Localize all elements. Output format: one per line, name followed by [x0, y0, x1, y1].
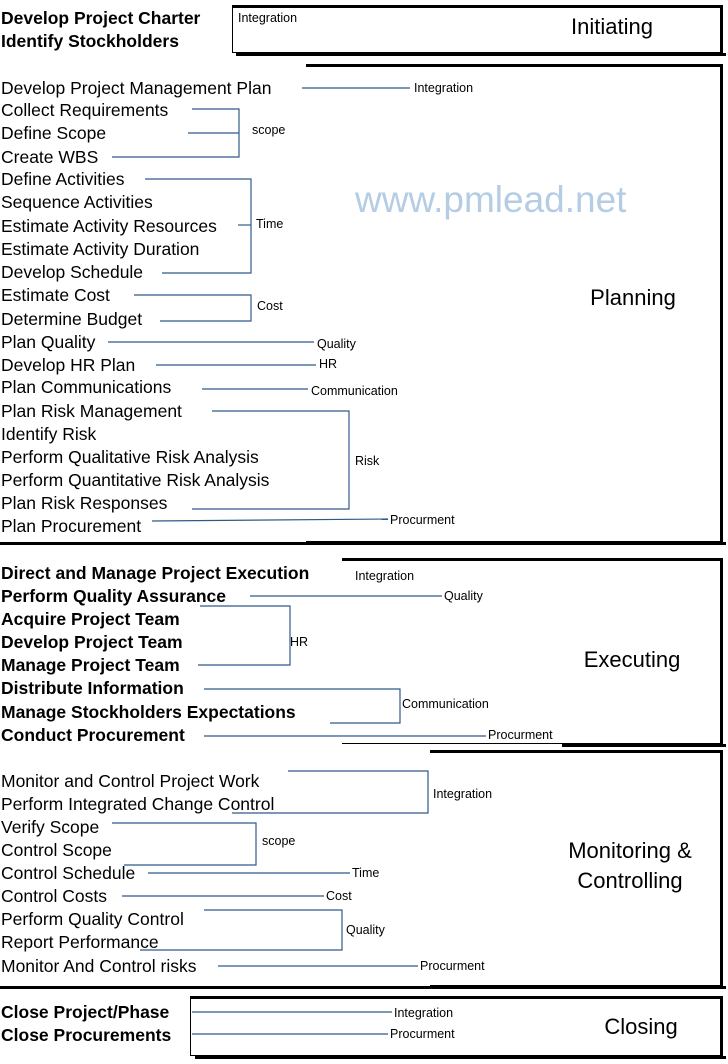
process-develop-schedule: Develop Schedule: [1, 262, 144, 282]
connector-cost-bracket: [134, 295, 251, 321]
area-hr-executing: HR: [290, 635, 309, 649]
area-integration-mc: Integration: [433, 787, 493, 801]
area-integration-closing: Integration: [394, 1006, 454, 1020]
area-procurment-mc: Procurment: [420, 959, 485, 973]
process-identify-risk: Identify Risk: [1, 424, 97, 444]
process-develop-pm-plan: Develop Project Management Plan: [1, 78, 272, 98]
process-conduct-procurement: Conduct Procurement: [1, 725, 185, 745]
area-quality-mc: Quality: [346, 923, 385, 937]
process-manage-stockholders-expectations: Manage Stockholders Expectations: [1, 702, 296, 722]
phase-initiating: Initiating: [571, 14, 653, 39]
process-perform-quality-control: Perform Quality Control: [1, 909, 184, 929]
area-hr-planning: HR: [319, 357, 338, 371]
process-estimate-cost: Estimate Cost: [1, 285, 110, 305]
connector-hr-bracket: [198, 606, 290, 665]
process-plan-risk-responses: Plan Risk Responses: [1, 493, 168, 513]
process-identify-stockholders: Identify Stockholders: [1, 31, 179, 51]
process-close-project-phase: Close Project/Phase: [1, 1002, 170, 1022]
process-determine-budget: Determine Budget: [1, 309, 143, 329]
area-integration-planning: Integration: [414, 81, 474, 95]
process-develop-hr-plan: Develop HR Plan: [1, 355, 136, 375]
area-communication-executing: Communication: [402, 697, 489, 711]
process-verify-scope: Verify Scope: [1, 817, 100, 837]
phase-executing: Executing: [583, 647, 681, 672]
area-procurment-planning: Procurment: [390, 513, 455, 527]
process-control-costs: Control Costs: [1, 886, 108, 906]
process-quantitative-risk-analysis: Perform Quantitative Risk Analysis: [1, 470, 270, 490]
process-plan-quality: Plan Quality: [1, 332, 96, 352]
connector-procurment-planning: [152, 519, 388, 521]
phase-planning: Planning: [590, 285, 676, 310]
process-define-activities: Define Activities: [1, 169, 125, 189]
process-report-performance: Report Performance: [1, 932, 159, 952]
process-develop-project-charter: Develop Project Charter: [1, 8, 201, 28]
process-plan-communications: Plan Communications: [1, 377, 172, 397]
process-qualitative-risk-analysis: Perform Qualitative Risk Analysis: [1, 447, 259, 467]
process-integrated-change-control: Perform Integrated Change Control: [1, 794, 275, 814]
process-plan-procurement: Plan Procurement: [1, 516, 142, 536]
phase-closing: Closing: [604, 1014, 678, 1039]
area-procurment-executing: Procurment: [488, 728, 553, 742]
area-quality-planning: Quality: [317, 337, 356, 351]
area-time-mc: Time: [352, 866, 380, 880]
area-risk-planning: Risk: [355, 454, 380, 468]
process-monitor-control-risks: Monitor And Control risks: [1, 956, 197, 976]
process-close-procurements: Close Procurements: [1, 1025, 172, 1045]
process-distribute-information: Distribute Information: [1, 678, 184, 698]
area-integration-executing: Integration: [355, 569, 415, 583]
process-acquire-project-team: Acquire Project Team: [1, 609, 180, 629]
area-communication-planning: Communication: [311, 384, 398, 398]
area-integration-initiating: Integration: [238, 11, 298, 25]
area-cost-planning: Cost: [257, 299, 283, 313]
process-develop-project-team: Develop Project Team: [1, 632, 183, 652]
process-monitor-control-project-work: Monitor and Control Project Work: [1, 771, 260, 791]
process-estimate-activity-resources: Estimate Activity Resources: [1, 216, 217, 236]
area-time-planning: Time: [256, 217, 284, 231]
process-direct-manage-execution: Direct and Manage Project Execution: [1, 563, 310, 583]
watermark-text: www.pmlead.net: [355, 179, 627, 220]
process-sequence-activities: Sequence Activities: [1, 192, 153, 212]
area-scope-planning: scope: [252, 123, 286, 137]
phase-monitoring-line2: Controlling: [577, 868, 683, 893]
process-define-scope: Define Scope: [1, 123, 107, 143]
process-control-scope: Control Scope: [1, 840, 112, 860]
process-create-wbs: Create WBS: [1, 147, 99, 167]
process-manage-project-team: Manage Project Team: [1, 655, 180, 675]
area-cost-mc: Cost: [326, 889, 352, 903]
process-control-schedule: Control Schedule: [1, 863, 136, 883]
process-perform-quality-assurance: Perform Quality Assurance: [1, 586, 226, 606]
connector-scope-bracket-mc: [112, 823, 256, 865]
process-collect-requirements: Collect Requirements: [1, 100, 169, 120]
area-scope-mc: scope: [262, 834, 296, 848]
process-plan-risk-management: Plan Risk Management: [1, 401, 182, 421]
phase-monitoring-line1: Monitoring &: [568, 838, 692, 863]
process-estimate-activity-duration: Estimate Activity Duration: [1, 239, 200, 259]
area-procurment-closing: Procurment: [390, 1027, 455, 1041]
area-quality-executing: Quality: [444, 589, 483, 603]
